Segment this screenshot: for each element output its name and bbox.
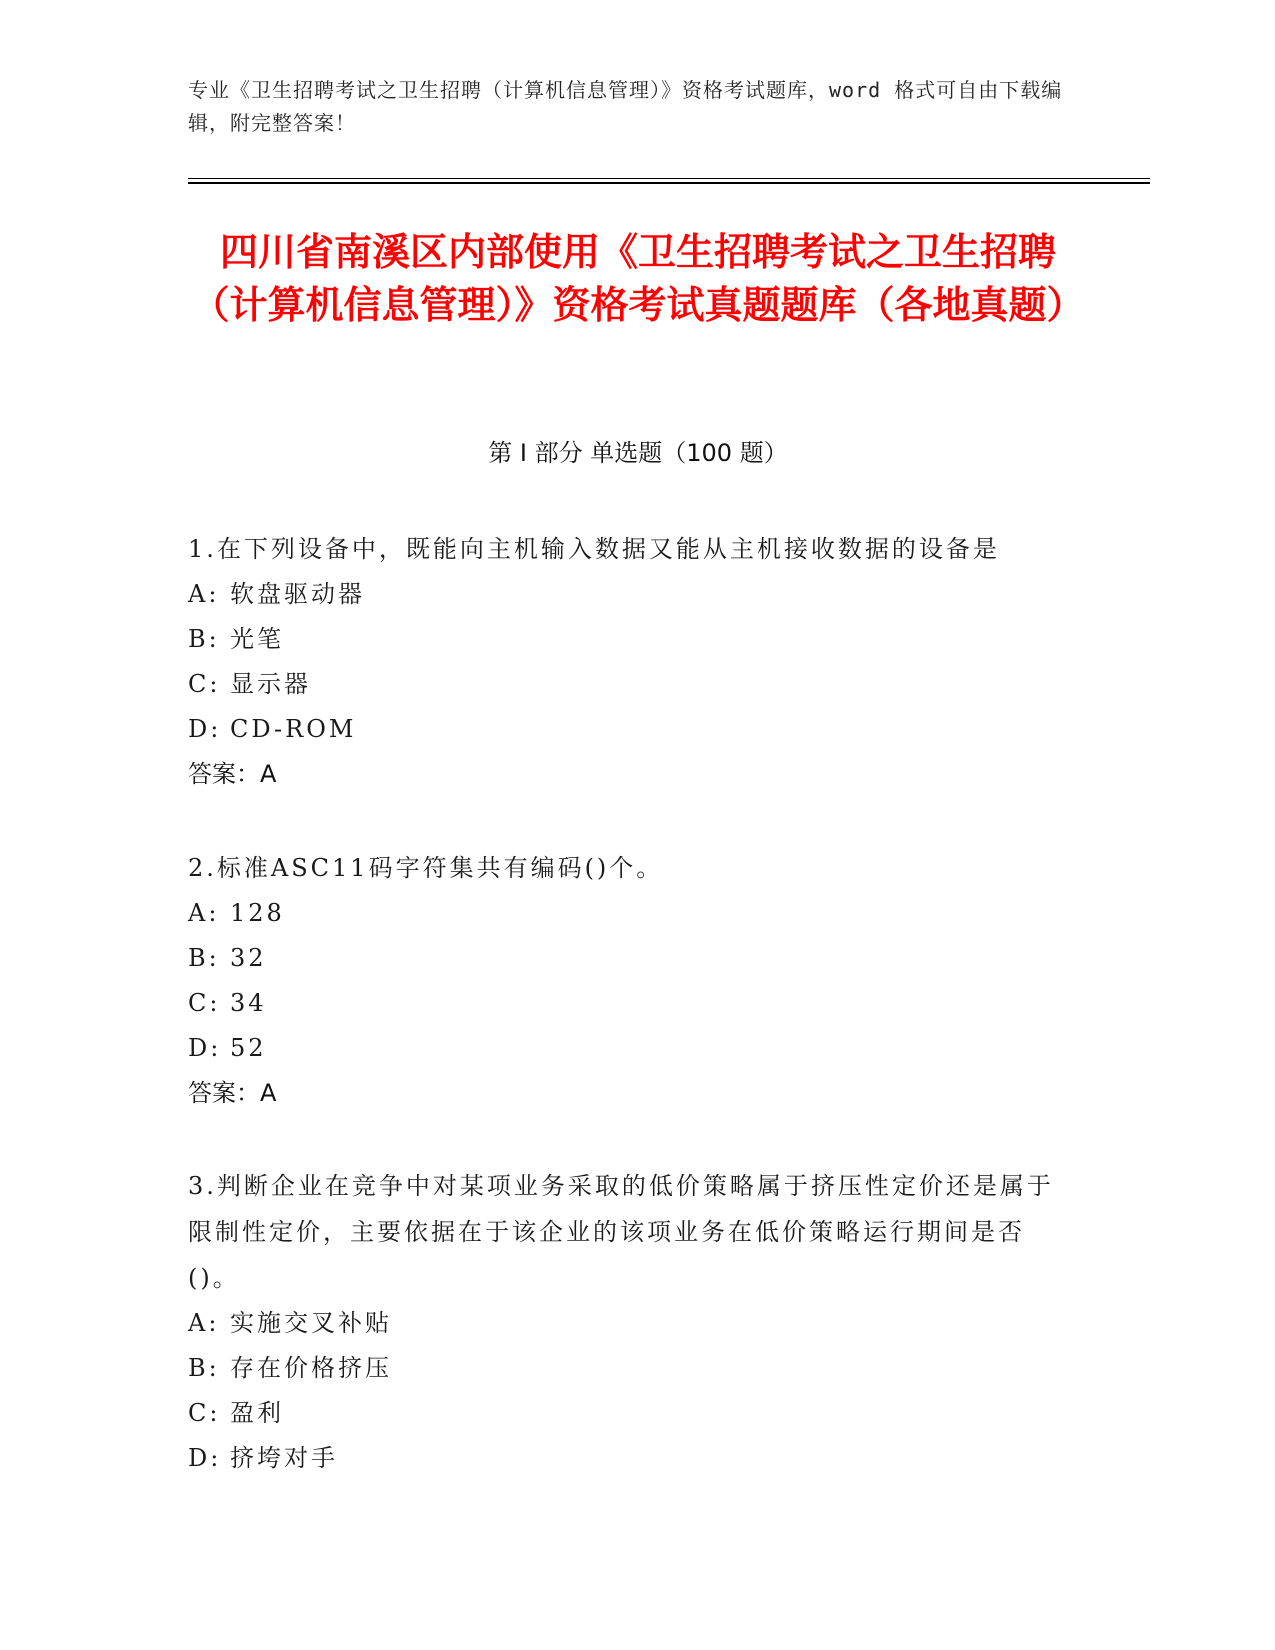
header-divider-thin: [188, 178, 1150, 179]
option-key: B:: [188, 625, 220, 653]
option-key: A:: [188, 1309, 220, 1337]
option-c: [188, 1391, 1068, 1436]
option-text: CD-ROM: [230, 715, 357, 743]
option-a: [188, 1301, 1068, 1346]
option-key: C:: [188, 989, 221, 1017]
option-text: 盈利: [230, 1399, 284, 1427]
option-c: [188, 981, 1068, 1026]
option-key: A:: [188, 580, 220, 608]
section-title: 第 I 部分 单选题（100 题）: [488, 439, 788, 467]
question-stem: 2.标准ASC11码字符集共有编码()个。: [188, 854, 664, 882]
option-text: 软盘驱动器: [230, 580, 365, 608]
option-d: [188, 1026, 1068, 1071]
option-text: 32: [230, 944, 267, 972]
option-d: [188, 1436, 1068, 1481]
option-text: 34: [230, 989, 267, 1017]
option-key: D:: [188, 715, 222, 743]
header-divider-thick: [188, 182, 1150, 184]
option-text: 52: [230, 1034, 267, 1062]
option-text: 显示器: [230, 670, 311, 698]
option-text: 128: [230, 899, 285, 927]
answer-line: 答案：A: [188, 760, 277, 788]
option-a: [188, 891, 1068, 936]
option-b: [188, 1346, 1068, 1391]
document-title: 四川省南溪区内部使用《卫生招聘考试之卫生招聘（计算机信息管理）》资格考试真题题库（各地真题）: [191, 230, 1085, 327]
option-b: [188, 617, 1068, 662]
question-stem: 1.在下列设备中，既能向主机输入数据又能从主机接收数据的设备是: [188, 535, 1000, 563]
answer-line: 答案：A: [188, 1079, 277, 1107]
option-text: 存在价格挤压: [230, 1354, 392, 1382]
option-key: B:: [188, 1354, 220, 1382]
option-key: C:: [188, 670, 221, 698]
option-key: A:: [188, 899, 220, 927]
option-text: 光笔: [230, 625, 284, 653]
question-1: [188, 526, 1068, 797]
option-text: 实施交叉补贴: [230, 1309, 392, 1337]
document-header-note: 专业《卫生招聘考试之卫生招聘（计算机信息管理）》资格考试题库，word 格式可自由下载编辑，附完整答案！: [188, 78, 1063, 135]
option-a: [188, 572, 1068, 617]
option-key: C:: [188, 1399, 221, 1427]
option-c: [188, 662, 1068, 707]
option-d: [188, 707, 1068, 752]
option-b: [188, 936, 1068, 981]
question-2: [188, 845, 1068, 1116]
option-key: D:: [188, 1444, 222, 1472]
question-3: [188, 1163, 1068, 1481]
question-stem: 3.判断企业在竞争中对某项业务采取的低价策略属于挤压性定价还是属于限制性定价，主要依据在于该企业的该项业务在低价策略运行期间是否()。: [188, 1172, 1054, 1292]
option-key: B:: [188, 944, 220, 972]
option-key: D:: [188, 1034, 222, 1062]
option-text: 挤垮对手: [230, 1444, 338, 1472]
